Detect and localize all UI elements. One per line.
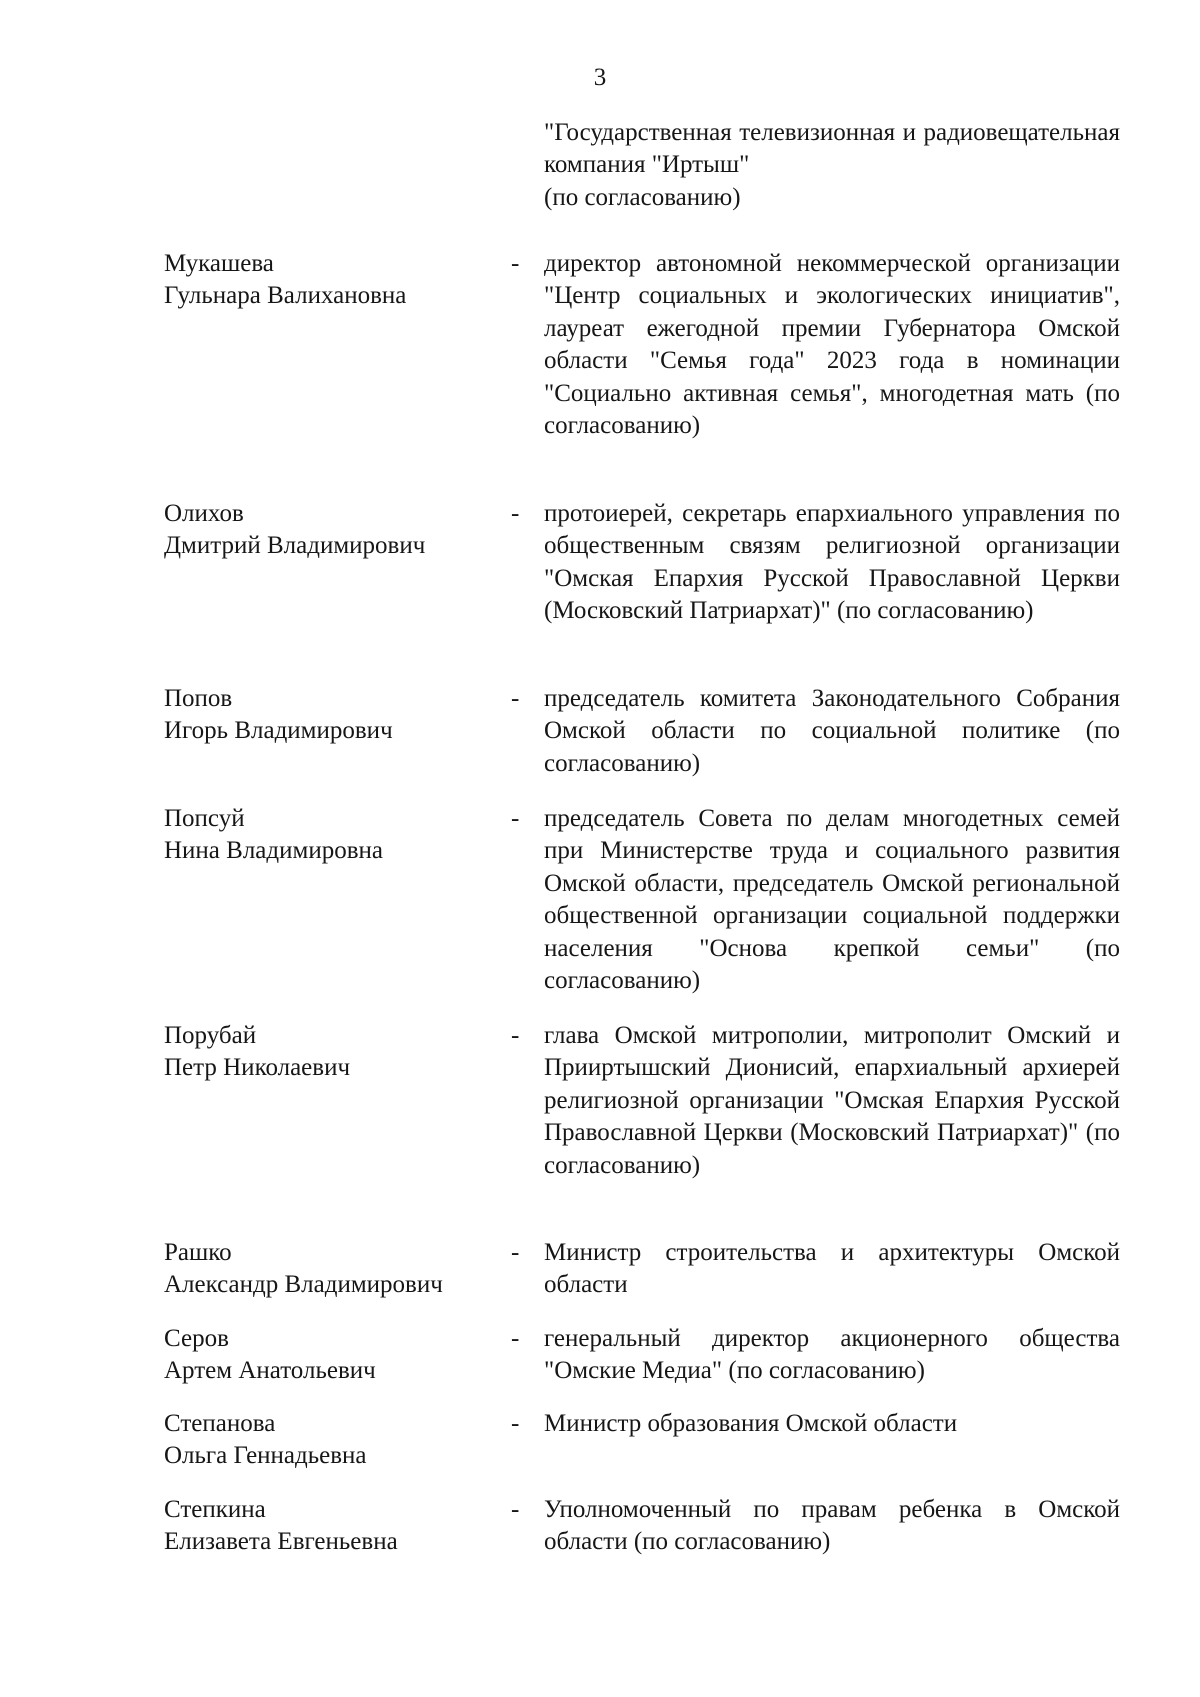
member-surname: Попсуй <box>164 805 245 832</box>
member-name <box>164 1020 504 1085</box>
member-name <box>164 1323 504 1388</box>
member-given-names: Артем Анатольевич <box>164 1357 376 1385</box>
member-dash: - <box>511 1239 520 1266</box>
member-given-names: Игорь Владимирович <box>164 717 393 745</box>
member-surname: Степкина <box>164 1496 266 1523</box>
member-given-names: Елизавета Евгеньевна <box>164 1528 398 1556</box>
continued-description <box>544 117 1120 214</box>
member-given-names: Александр Владимирович <box>164 1271 443 1299</box>
member-given-names: Гульнара Валихановна <box>164 282 407 310</box>
page-number: 3 <box>593 64 607 91</box>
member-dash: - <box>511 805 520 832</box>
member-dash: - <box>511 685 520 712</box>
member-description: Министр строительства и архитектуры Омской области <box>544 1239 1120 1299</box>
member-surname: Попов <box>164 685 233 712</box>
member-name <box>164 1494 504 1559</box>
member-name <box>164 498 504 563</box>
member-name <box>164 248 504 313</box>
member-description: протоиерей, секретарь епархиального управления по общественным связям религиозной организации "Омская Епархия Русской Православной Церкви (Московский Патриархат)" (по согласованию) <box>544 500 1120 625</box>
continued-description-note: (по согласованию) <box>544 183 741 211</box>
member-description: генеральный директор акционерного общества "Омские Медиа" (по согласованию) <box>544 1325 1120 1385</box>
member-description: директор автономной некоммерческой организации "Центр социальных и экологических инициатив", лауреат ежегодной премии Губернатора Омской области "Семья года" 2023 года в номинации "Социально активная семья", многодетная мать (по согласованию) <box>544 250 1120 440</box>
member-given-names: Ольга Геннадьевна <box>164 1442 367 1470</box>
member-dash: - <box>511 1022 520 1049</box>
member-name <box>164 1408 504 1473</box>
member-surname: Степанова <box>164 1410 276 1437</box>
member-dash: - <box>511 1496 520 1523</box>
member-given-names: Петр Николаевич <box>164 1054 351 1082</box>
member-surname: Мукашева <box>164 250 274 277</box>
member-given-names: Дмитрий Владимирович <box>164 532 426 560</box>
member-surname: Порубай <box>164 1022 257 1049</box>
member-dash: - <box>511 500 520 527</box>
member-dash: - <box>511 1325 520 1352</box>
member-name <box>164 683 504 748</box>
member-dash: - <box>511 1410 520 1437</box>
member-name <box>164 1237 504 1302</box>
member-description: Уполномоченный по правам ребенка в Омской области (по согласованию) <box>544 1496 1120 1556</box>
member-dash: - <box>511 250 520 277</box>
member-description: глава Омской митрополии, митрополит Омский и Прииртышский Дионисий, епархиальный архиерей религиозной организации "Омская Епархия Русской Православной Церкви (Московский Патриархат)" (по согласованию) <box>544 1022 1120 1179</box>
member-given-names: Нина Владимировна <box>164 837 383 865</box>
continued-description-text: "Государственная телевизионная и радиовещательная компания "Иртыш" <box>544 119 1120 179</box>
member-description: председатель комитета Законодательного Собрания Омской области по социальной политике (по согласованию) <box>544 685 1120 777</box>
member-name <box>164 803 504 868</box>
member-description: Министр образования Омской области <box>544 1410 958 1437</box>
member-surname: Серов <box>164 1325 229 1352</box>
member-surname: Олихов <box>164 500 244 527</box>
member-description: председатель Совета по делам многодетных семей при Министерстве труда и социального развития Омской области, председатель Омской региональной общественной организации социальной поддержки населения "Основа крепкой семьи" (по согласованию) <box>544 805 1120 995</box>
member-surname: Рашко <box>164 1239 232 1266</box>
